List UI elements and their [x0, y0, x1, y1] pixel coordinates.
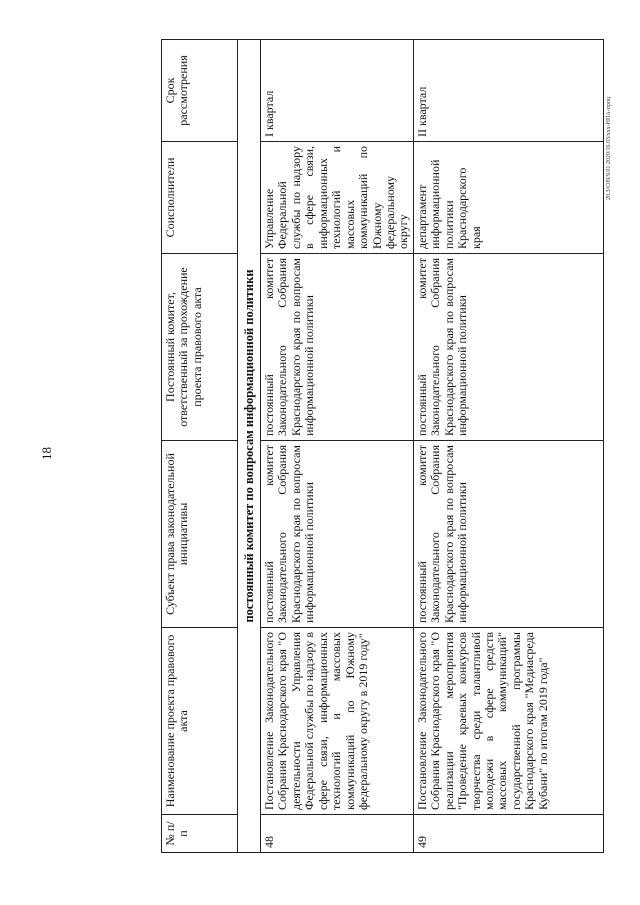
section-row [238, 40, 261, 853]
header-number: № п/п [162, 815, 238, 853]
header-term: Срок рассмотрения [162, 40, 238, 142]
row-subject: постоянный комитет Законодательного Собрания Краснодарского края по вопросам информационной политики [413, 441, 603, 628]
row-coexecutors: Управление Федеральной службы по надзору в сфере связи, информационных технологий и массовых коммуникаций по Южному федеральному округу [261, 142, 414, 254]
row-act-name: Постановление Законодательного Собрания Краснодарского края "О реализации мероприятия "Проведение краевых конкурсов творчества среди талантливой молодежи в сфере средств массовых коммуникаций" государственной программы Краснодарского края "Медиасреда Кубани" по итогам 2019 года" [413, 628, 603, 815]
row-term: I квартал [261, 40, 414, 142]
row-subject: постоянный комитет Законодательного Собрания Краснодарского края по вопросам информационной политики [261, 441, 414, 628]
table-row [413, 40, 603, 853]
section-title: постоянный комитет по вопросам информационной политики [238, 40, 261, 853]
row-number: 49 [413, 815, 603, 853]
header-committee: Постоянный комитет, ответственный за прохождение проекта правового акта [162, 254, 238, 441]
page-number: 18 [39, 447, 54, 460]
row-coexecutors: департамент информационной политики Краснодарского края [413, 142, 603, 254]
row-committee: постоянный комитет Законодательного Собрания Краснодарского края по вопросам информационной политики [261, 254, 414, 441]
row-term: II квартал [413, 40, 603, 142]
header-row [162, 40, 238, 853]
header-subject: Субъект права законодательной инициативы [162, 441, 238, 628]
plan-table [161, 39, 604, 853]
row-number: 48 [261, 815, 414, 853]
row-committee: постоянный комитет Законодательного Собрания Краснодарского края по вопросам информационной политики [413, 254, 603, 441]
row-act-name: Постановление Законодательного Собрания Краснодарского края "О деятельности Управления Федеральной службы по надзору в сфере связи, информационных технологий и массовых коммуникаций по Южному федеральному округу в 2019 году" [261, 628, 414, 815]
header-coexecutors: Соисполнители [162, 142, 238, 254]
rotated-table-container [161, 40, 611, 853]
table-row [261, 40, 414, 853]
header-act-name: Наименование проекта правового акта [162, 628, 238, 815]
document-code: 20.3/С09/9.01 2020/16.03/ххх-НПА-проц [606, 96, 612, 200]
